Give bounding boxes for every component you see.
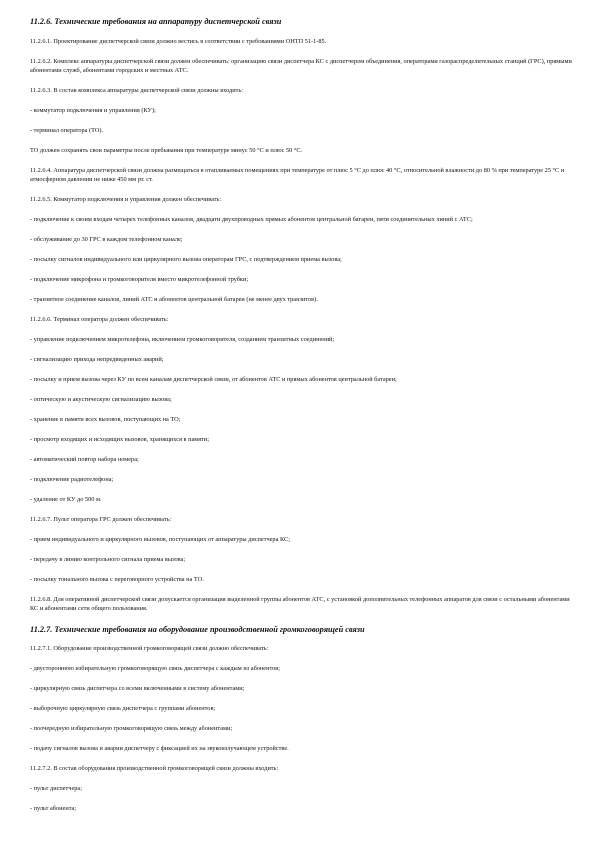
- paragraph: - управление подключением микротелефона, включением громкоговорителя, созданием транзитных соединений;: [30, 336, 335, 343]
- paragraph: - прием индивидуального и циркулярного вызовов, поступающих от аппаратуры диспетчера КС;: [30, 536, 290, 543]
- paragraph: - транзитное соединение каналов, линий АТС и абонентов центральной батареи (не менее двух транзитов).: [30, 296, 318, 303]
- section-heading: 11.2.7. Технические требования на оборудование производственной громкоговорящей связи: [30, 625, 365, 634]
- paragraph: - посылку тонального вызова с переговорного устройства на ТО.: [30, 576, 204, 583]
- paragraph: - обслуживание до 30 ГРС в каждом телефонном канале;: [30, 236, 183, 243]
- paragraph: - хранение в памяти всех вызовов, поступающих на ТО;: [30, 416, 181, 423]
- section-body: [30, 644, 575, 813]
- paragraph: - посылку сигналов индивидуального или циркулярного вызова операторам ГРС, с подтверждением приема вызова;: [30, 256, 342, 263]
- paragraph: 11.2.7.1. Оборудование производственной громкоговорящей связи должно обеспечивать:: [30, 645, 269, 652]
- paragraph: - терминал оператора (ТО).: [30, 127, 104, 134]
- paragraph: - подключение радиотелефона;: [30, 476, 114, 483]
- paragraph: 11.2.6.7. Пульт оператора ГРС должен обеспечивать:: [30, 516, 172, 523]
- paragraph: - двустороннюю избирательную громкоговорящую связь диспетчера с каждым из абонентов;: [30, 665, 280, 672]
- paragraph: - коммутатор подключения и управления (КУ);: [30, 107, 156, 114]
- paragraph: - посылку и прием вызова через КУ по всем каналам диспетчерской связи, от абонентов АТС и прямых абонентов центральной батареи;: [30, 376, 397, 383]
- paragraph: ТО должен сохранять свои параметры после пребывания при температуре минус 50 °С и плюс 50 °С.: [30, 147, 303, 154]
- paragraph: 11.2.6.5. Коммутатор подключения и управления должен обеспечивать:: [30, 196, 222, 203]
- paragraph: 11.2.6.6. Терминал оператора должен обеспечивать:: [30, 316, 169, 323]
- section-heading: 11.2.6. Технические требования на аппаратуру диспетчерской связи: [30, 17, 282, 26]
- paragraph: - подключение микрофона и громкоговорителя вместо микротелефонной трубки;: [30, 276, 249, 283]
- paragraph: - оптическую и акустическую сигнализацию вызова;: [30, 396, 172, 403]
- paragraph: 11.2.6.3. В состав комплекса аппаратуры диспетчерской связи должны входить:: [30, 87, 243, 94]
- paragraph: - просмотр входящих и исходящих вызовов, хранящихся в памяти;: [30, 436, 209, 443]
- paragraph: - сигнализацию прихода непредвиденных аварий;: [30, 356, 164, 363]
- paragraph: 11.2.6.1. Проектирование диспетчерской связи должно вестись в соответствии с требованиями ОНТП 51-1-85.: [30, 38, 327, 45]
- paragraph: 11.2.7.2. В состав оборудования производственной громкоговорящей связи должны входить:: [30, 765, 279, 772]
- paragraph: - пульт диспетчера;: [30, 785, 82, 792]
- paragraph: 11.2.6.4. Аппаратура диспетчерской связи должна размещаться в отапливаемых помещениях при температуре от плюс 5 °С до плюс 40 °С, относительной влажности до 80 % при температуре 25 °С и атмосферном давлении не ниже 450 мм рт. ст.: [30, 167, 565, 183]
- paragraph: - передачу в линию контрольного сигнала приема вызова;: [30, 556, 186, 563]
- paragraph: 11.2.6.8. Для оперативной диспетчерской связи допускается организация выделенной группы абонентов АТС, с установкой дополнительных телефонных аппаратов для связи с остальными абонентами КС и абонентами сети общего пользования.: [30, 596, 570, 612]
- paragraph: 11.2.6.2. Комплекс аппаратуры диспетчерской связи должен обеспечивать: организацию связи диспетчера КС с диспетчером объединения, операторами газораспределительных станций (ГРС), прямыми абонентами служб, абонентами городских и местных АТС.: [30, 58, 572, 74]
- paragraph: - подачу сигналов вызова и аварии диспетчеру с фиксацией их на звукоизлучающем устройстве.: [30, 745, 289, 752]
- paragraph: - удаление от КУ до 500 м.: [30, 496, 102, 503]
- paragraph: - выборочную циркулярную связь диспетчера с группами абонентов;: [30, 705, 216, 712]
- section-body: [30, 37, 575, 613]
- paragraph: - автоматический повтор набора номера;: [30, 456, 139, 463]
- paragraph: - поочередную избирательную громкоговорящую связь между абонентами;: [30, 725, 233, 732]
- paragraph: - пульт абонента;: [30, 805, 77, 812]
- paragraph: - циркулярную связь диспетчера со всеми включенными в систему абонентами;: [30, 685, 245, 692]
- paragraph: - подключение к своим входам четырех телефонных каналов, двадцати двухпроводных прямых абонентов центральной батареи, пяти соединительных линий с АТС;: [30, 216, 473, 223]
